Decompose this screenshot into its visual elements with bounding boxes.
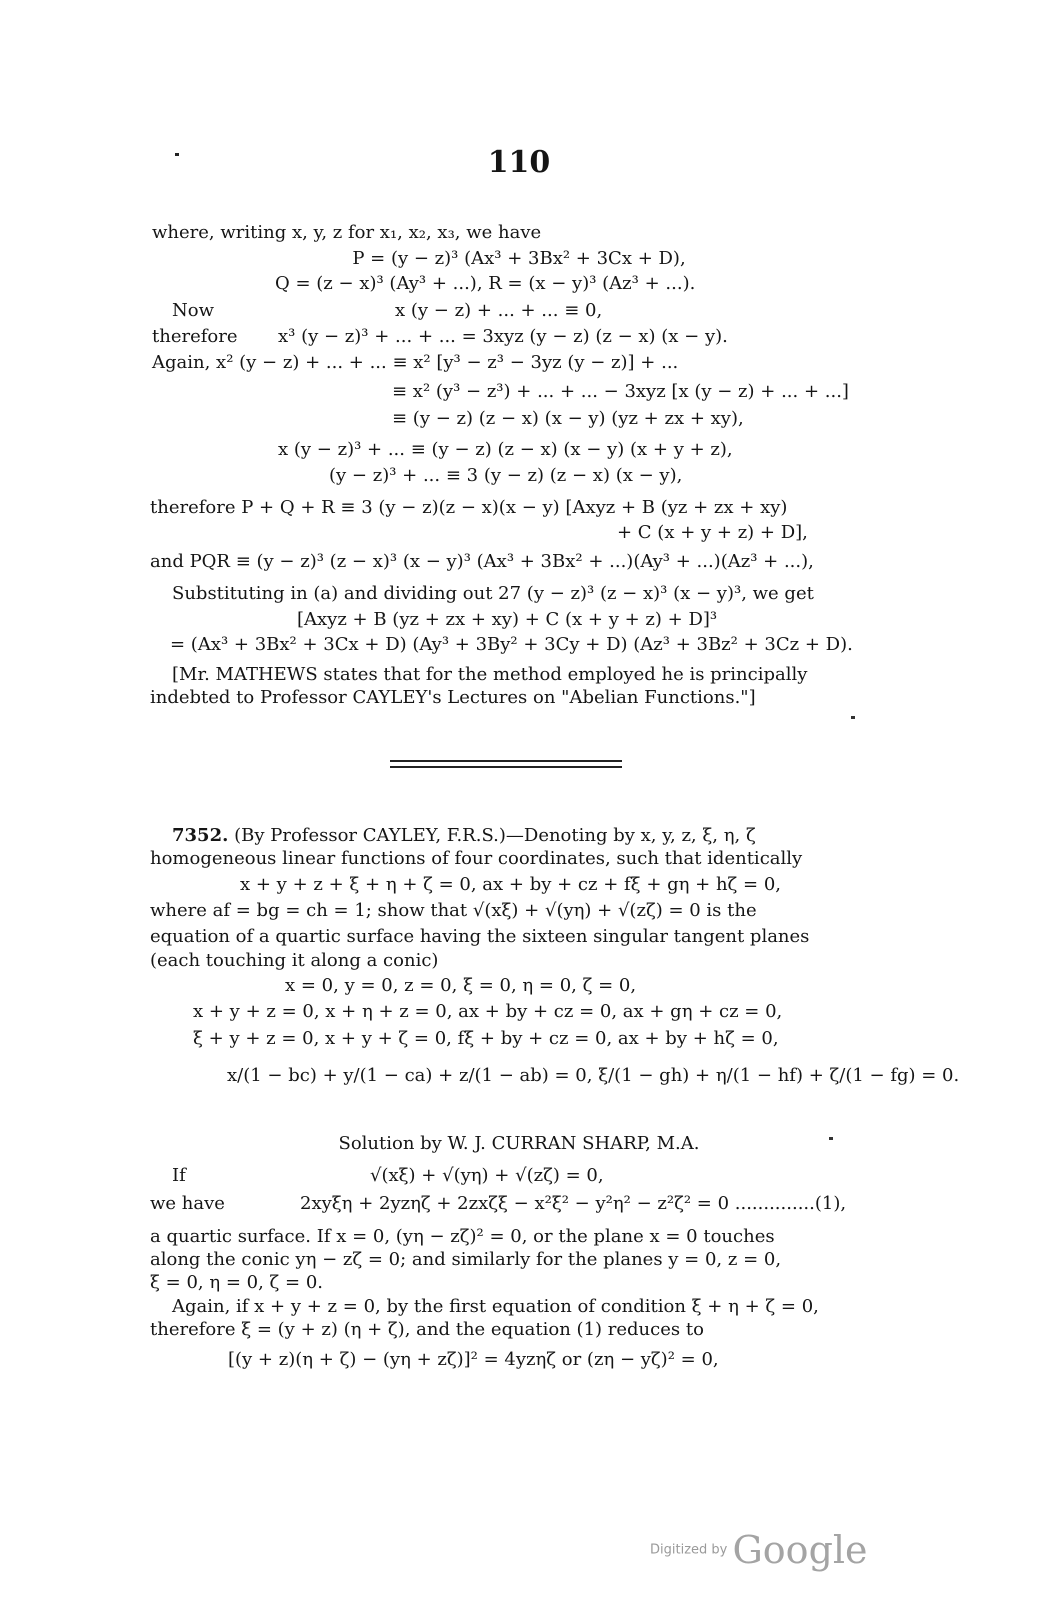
page-number: 110 — [487, 145, 551, 180]
text-line — [300, 1193, 846, 1215]
text-line — [193, 1028, 779, 1050]
text-line — [395, 300, 602, 322]
text-line — [297, 609, 717, 631]
text-line-content: Again, x² (y − z) + ... + ... ≡ x² [y³ − z³ − 3yz (y − z)] + ... — [152, 352, 679, 373]
text-line-content: homogeneous linear functions of four coordinates, such that identically — [150, 848, 803, 869]
text-line-content: equation of a quartic surface having the sixteen singular tangent planes — [150, 926, 810, 947]
digitized-by-google-watermark — [650, 1528, 868, 1572]
text-line-content: where af = bg = ch = 1; show that √(xξ) + √(yη) + √(zζ) = 0 is the — [150, 900, 757, 921]
text-line-content: ξ + y + z = 0, x + y + ζ = 0, fξ + by + cz = 0, ax + by + hζ = 0, — [193, 1028, 779, 1049]
text-line-content: x + y + z = 0, x + η + z = 0, ax + by + cz = 0, ax + gη + cz = 0, — [193, 1001, 783, 1022]
text-line — [150, 551, 814, 573]
separator-rule-top — [390, 760, 622, 762]
text-line-content: x (y − z) + ... + ... ≡ 0, — [395, 300, 603, 321]
text-line — [152, 352, 678, 374]
text-line — [150, 950, 438, 972]
text-line-content: [Mr. MATHEWS states that for the method employed he is principally — [172, 664, 808, 685]
text-line — [228, 1349, 719, 1371]
text-line — [172, 664, 807, 686]
text-line-content: x + y + z + ξ + η + ζ = 0, ax + by + cz + fξ + gη + hζ = 0, — [240, 874, 782, 895]
text-line — [150, 926, 809, 948]
text-line — [329, 465, 682, 487]
text-line — [150, 848, 802, 870]
text-line — [285, 975, 636, 997]
text-line-content: Q = (z − x)³ (Ay³ + ...), R = (x − y)³ (Az³ + ...). — [275, 273, 696, 294]
text-line-content: = (Ax³ + 3Bx² + 3Cx + D) (Ay³ + 3By² + 3Cy + D) (Az³ + 3Bz² + 3Cz + D). — [170, 634, 853, 655]
text-line-content: x = 0, y = 0, z = 0, ξ = 0, η = 0, ζ = 0, — [285, 975, 637, 996]
text-line — [150, 1226, 775, 1248]
text-line-content: we have — [150, 1193, 225, 1214]
text-line-content: √(xξ) + √(yη) + √(zζ) = 0, — [370, 1165, 604, 1186]
text-line — [150, 1193, 225, 1215]
text-line — [150, 900, 757, 922]
text-line-content: x/(1 − bc) + y/(1 − ca) + z/(1 − ab) = 0, ξ/(1 − gh) + η/(1 − hf) + ζ/(1 − fg) = 0. — [227, 1065, 960, 1086]
text-line-content: Solution by W. J. CURRAN SHARP, M.A. — [338, 1133, 700, 1154]
text-line — [227, 1065, 959, 1087]
text-line — [150, 497, 787, 519]
text-line — [278, 439, 733, 461]
text-line-content: ≡ (y − z) (z − x) (x − y) (yz + zx + xy), — [392, 408, 744, 429]
digitized-by-label: Digitized by — [650, 1542, 728, 1558]
text-line-content: [(y + z)(η + ζ) − (yη + zζ)]² = 4yzηζ or (zη − yζ)² = 0, — [228, 1349, 719, 1370]
text-line — [172, 825, 756, 847]
text-line — [392, 381, 849, 403]
question-number: 7352. — [172, 825, 229, 846]
text-line-content: where, writing x, y, z for x₁, x₂, x₃, we have — [152, 222, 542, 243]
text-line-content: ξ = 0, η = 0, ζ = 0. — [150, 1272, 323, 1293]
text-line — [275, 273, 695, 295]
text-line — [617, 522, 808, 544]
text-line — [152, 326, 238, 348]
text-line-content: 2xyξη + 2yzηζ + 2zxζξ − x²ξ² − y²η² − z²ζ² = 0 ..............(1), — [300, 1193, 847, 1214]
text-line — [392, 408, 744, 430]
google-logo: Google — [732, 1528, 868, 1572]
text-line — [172, 583, 814, 605]
text-line-content: P = (y − z)³ (Ax³ + 3Bx² + 3Cx + D), — [352, 248, 686, 269]
text-line-content: x³ (y − z)³ + ... + ... = 3xyz (y − z) (z − x) (x − y). — [278, 326, 728, 347]
text-line-content: indebted to Professor CAYLEY's Lectures on "Abelian Functions."] — [150, 687, 756, 708]
text-line — [240, 874, 781, 896]
text-line-content: + C (x + y + z) + D], — [617, 522, 808, 543]
text-line — [370, 1165, 604, 1187]
text-line-content: ≡ x² (y³ − z³) + ... + ... − 3xyz [x (y − z) + ... + ...] — [392, 381, 849, 402]
text-line — [0, 1133, 1038, 1155]
text-line-content: therefore ξ = (y + z) (η + ζ), and the equation (1) reduces to — [150, 1319, 704, 1340]
text-line — [172, 300, 214, 322]
text-line-content: therefore P + Q + R ≡ 3 (y − z)(z − x)(x − y) [Axyz + B (yz + zx + xy) — [150, 497, 788, 518]
separator-rule-bottom — [390, 766, 622, 768]
text-line — [170, 634, 853, 656]
text-line — [152, 222, 541, 244]
text-line — [0, 248, 1038, 270]
text-line — [172, 1296, 819, 1318]
text-line-content: (each touching it along a conic) — [150, 950, 439, 971]
text-line-content: Again, if x + y + z = 0, by the first equation of condition ξ + η + ζ = 0, — [172, 1296, 819, 1317]
text-line-content: and PQR ≡ (y − z)³ (z − x)³ (x − y)³ (Ax³ + 3Bx² + ...)(Ay³ + ...)(Az³ + ...), — [150, 551, 814, 572]
stray-mark — [829, 1137, 833, 1140]
text-line — [172, 1165, 186, 1187]
text-line — [150, 687, 756, 709]
text-line-content: (By Professor CAYLEY, F.R.S.)—Denoting by x, y, z, ξ, η, ζ — [228, 825, 756, 846]
text-line-content: therefore — [152, 326, 238, 347]
text-line-content: along the conic yη − zζ = 0; and similarly for the planes y = 0, z = 0, — [150, 1249, 782, 1270]
text-line-content: a quartic surface. If x = 0, (yη − zζ)² = 0, or the plane x = 0 touches — [150, 1226, 775, 1247]
text-line — [278, 326, 728, 348]
text-line — [193, 1001, 782, 1023]
text-line — [150, 1249, 781, 1271]
text-line — [150, 1272, 323, 1294]
text-line — [150, 1319, 704, 1341]
text-line-content: If — [172, 1165, 186, 1186]
text-line-content: Now — [172, 300, 214, 321]
text-line-content: (y − z)³ + ... ≡ 3 (y − z) (z − x) (x − y), — [329, 465, 683, 486]
stray-mark — [851, 716, 855, 719]
text-line-content: x (y − z)³ + ... ≡ (y − z) (z − x) (x − y) (x + y + z), — [278, 439, 733, 460]
text-line-content: [Axyz + B (yz + zx + xy) + C (x + y + z) + D]³ — [297, 609, 718, 630]
text-line-content: Substituting in (a) and dividing out 27 (y − z)³ (z − x)³ (x − y)³, we get — [172, 583, 814, 604]
